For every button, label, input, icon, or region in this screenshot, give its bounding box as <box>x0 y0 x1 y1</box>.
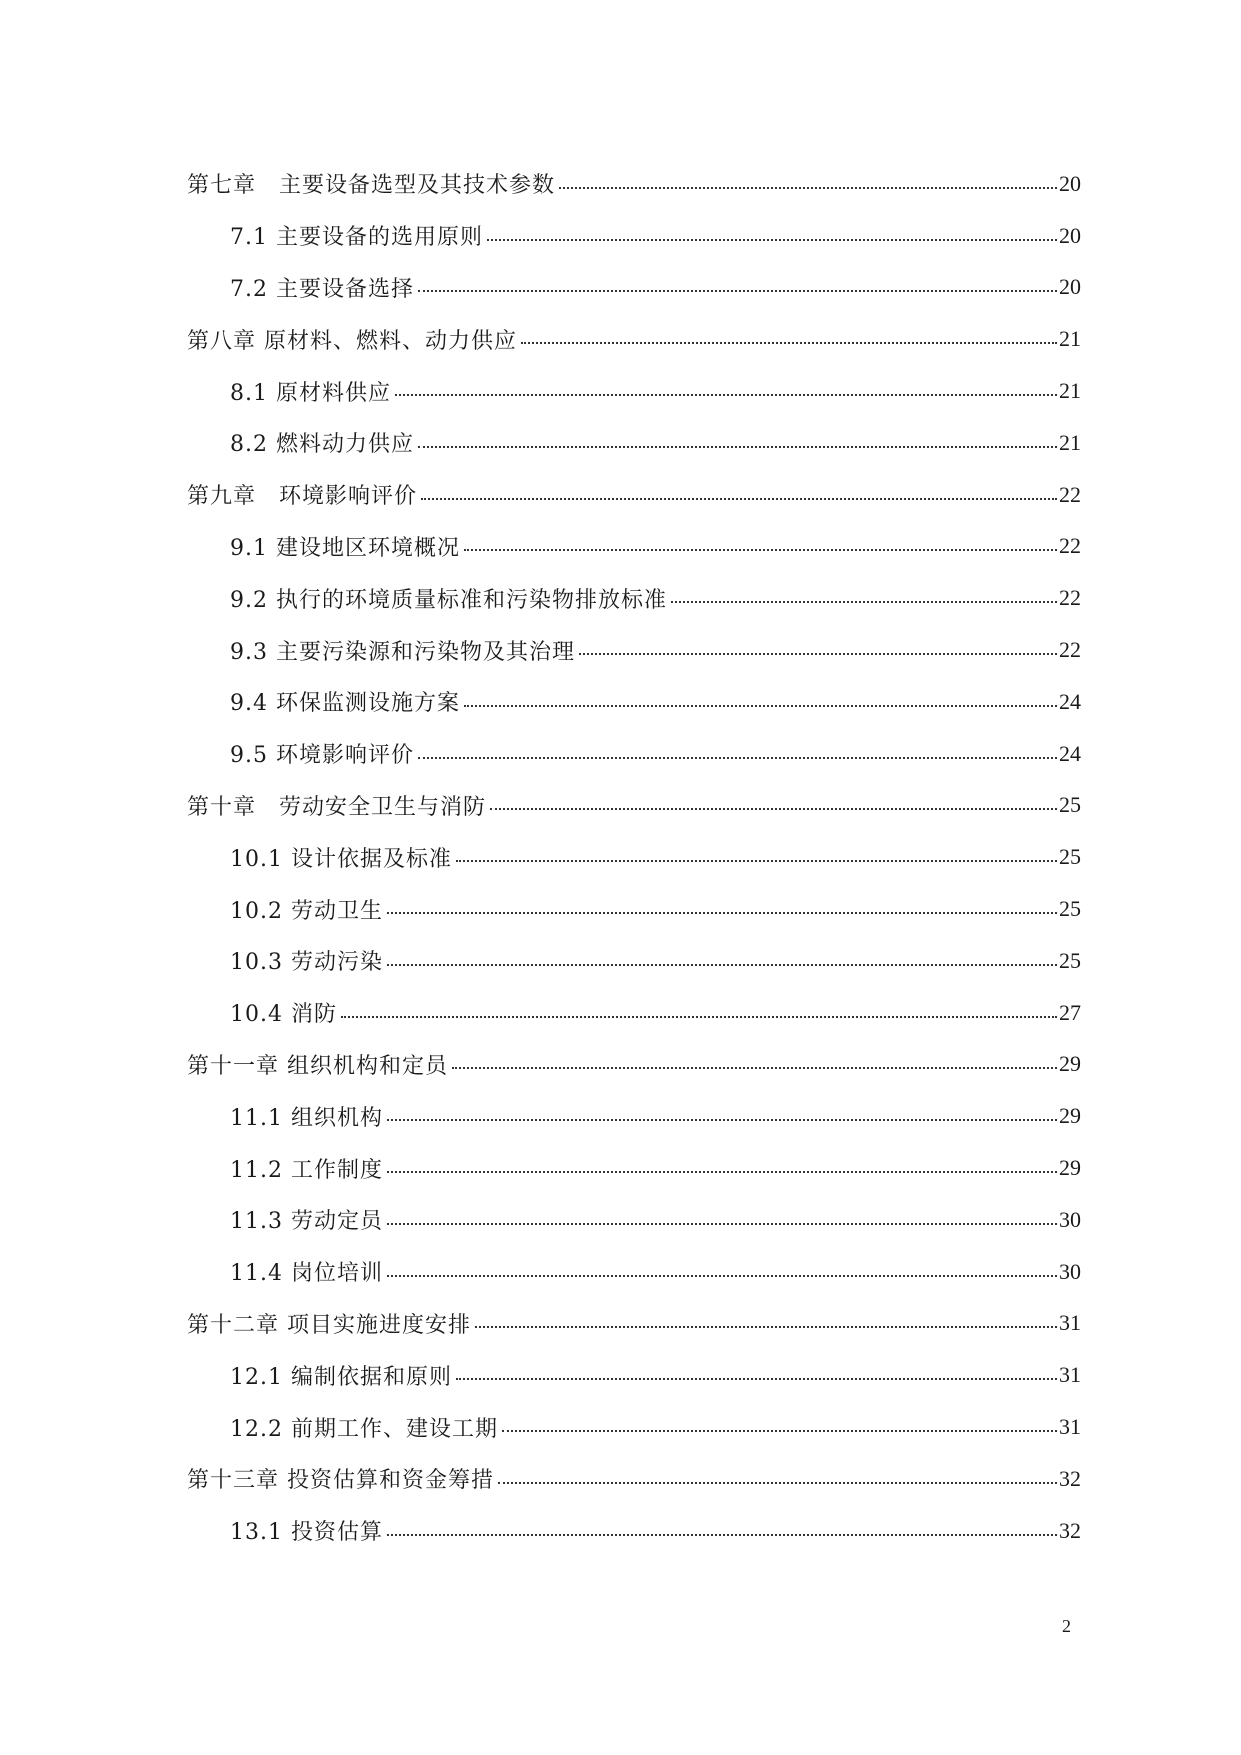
toc-entry-label: 8.1 原材料供应 <box>230 380 391 406</box>
toc-entry-label: 第八章 原材料、燃料、动力供应 <box>187 328 517 354</box>
toc-entry-page-number: 32 <box>1059 1465 1081 1491</box>
toc-entry-label: 9.5 环境影响评价 <box>230 743 414 769</box>
toc-entry-page-number: 20 <box>1059 274 1081 300</box>
toc-section-entry[interactable] <box>187 1090 1081 1142</box>
toc-dot-leader <box>475 1326 1057 1328</box>
toc-section-entry[interactable] <box>187 1349 1081 1401</box>
toc-entry-label: 9.2 执行的环境质量标准和污染物排放标准 <box>230 587 667 613</box>
toc-section-entry[interactable] <box>187 831 1081 883</box>
toc-dot-leader <box>464 705 1057 707</box>
toc-dot-leader <box>387 1534 1057 1536</box>
toc-dot-leader <box>490 808 1057 810</box>
toc-section-entry[interactable] <box>187 935 1081 987</box>
toc-section-entry[interactable] <box>187 1401 1081 1453</box>
toc-entry-label: 第十一章 组织机构和定员 <box>187 1053 448 1079</box>
toc-section-entry[interactable] <box>187 1142 1081 1194</box>
toc-entry-page-number: 31 <box>1059 1362 1081 1388</box>
toc-section-entry[interactable] <box>187 1194 1081 1246</box>
toc-entry-label: 第十三章 投资估算和资金筹措 <box>187 1468 494 1494</box>
toc-entry-page-number: 25 <box>1059 792 1081 818</box>
toc-dot-leader <box>387 912 1057 914</box>
toc-entry-label: 7.1 主要设备的选用原则 <box>230 225 483 251</box>
toc-entry-label: 第九章 环境影响评价 <box>187 484 418 510</box>
toc-dot-leader <box>464 549 1057 551</box>
toc-entry-label: 第十章 劳动安全卫生与消防 <box>187 794 487 820</box>
toc-section-entry[interactable] <box>187 1505 1081 1557</box>
toc-chapter-entry[interactable] <box>187 780 1081 832</box>
toc-dot-leader <box>498 1482 1057 1484</box>
toc-section-entry[interactable] <box>187 572 1081 624</box>
toc-section-entry[interactable] <box>187 262 1081 314</box>
toc-entry-page-number: 20 <box>1059 170 1081 196</box>
toc-entry-label: 7.2 主要设备选择 <box>230 276 414 302</box>
toc-dot-leader <box>456 860 1057 862</box>
toc-entry-page-number: 29 <box>1059 1155 1081 1181</box>
toc-dot-leader <box>387 1223 1057 1225</box>
toc-chapter-entry[interactable] <box>187 1453 1081 1505</box>
toc-entry-page-number: 21 <box>1059 429 1081 455</box>
toc-section-entry[interactable] <box>187 1246 1081 1298</box>
toc-entry-page-number: 32 <box>1059 1517 1081 1543</box>
toc-dot-leader <box>487 239 1057 241</box>
toc-dot-leader <box>579 653 1057 655</box>
toc-entry-label: 10.4 消防 <box>230 1002 337 1028</box>
toc-chapter-entry[interactable] <box>187 469 1081 521</box>
toc-dot-leader <box>387 1171 1057 1173</box>
toc-entry-page-number: 22 <box>1059 533 1081 559</box>
toc-entry-page-number: 25 <box>1059 947 1081 973</box>
toc-dot-leader <box>452 1067 1057 1069</box>
toc-entry-label: 10.2 劳动卫生 <box>230 898 383 924</box>
toc-entry-page-number: 22 <box>1059 637 1081 663</box>
toc-section-entry[interactable] <box>187 676 1081 728</box>
toc-entry-page-number: 21 <box>1059 326 1081 352</box>
toc-dot-leader <box>559 187 1057 189</box>
toc-dot-leader <box>387 1119 1057 1121</box>
toc-entry-page-number: 31 <box>1059 1310 1081 1336</box>
toc-entry-label: 第十二章 项目实施进度安排 <box>187 1312 471 1338</box>
toc-dot-leader <box>671 601 1057 603</box>
toc-entry-label: 11.4 岗位培训 <box>230 1261 383 1287</box>
toc-entry-label: 10.1 设计依据及标准 <box>230 846 452 872</box>
toc-entry-label: 11.3 劳动定员 <box>230 1209 383 1235</box>
toc-entry-label: 9.4 环保监测设施方案 <box>230 691 460 717</box>
toc-entry-page-number: 27 <box>1059 999 1081 1025</box>
toc-dot-leader <box>387 964 1057 966</box>
toc-entry-page-number: 24 <box>1059 688 1081 714</box>
toc-section-entry[interactable] <box>187 987 1081 1039</box>
toc-section-entry[interactable] <box>187 728 1081 780</box>
toc-dot-leader <box>502 1430 1057 1432</box>
toc-entry-page-number: 22 <box>1059 585 1081 611</box>
table-of-contents <box>187 158 1081 1557</box>
toc-dot-leader <box>387 1275 1057 1277</box>
toc-dot-leader <box>418 290 1057 292</box>
page-number: 2 <box>1062 1616 1071 1636</box>
toc-entry-label: 10.3 劳动污染 <box>230 950 383 976</box>
toc-entry-page-number: 21 <box>1059 378 1081 404</box>
toc-entry-label: 11.1 组织机构 <box>230 1105 383 1131</box>
toc-section-entry[interactable] <box>187 417 1081 469</box>
toc-entry-page-number: 29 <box>1059 1051 1081 1077</box>
toc-entry-page-number: 31 <box>1059 1414 1081 1440</box>
toc-entry-label: 9.3 主要污染源和污染物及其治理 <box>230 639 575 665</box>
toc-entry-label: 9.1 建设地区环境概况 <box>230 535 460 561</box>
toc-dot-leader <box>341 1016 1057 1018</box>
toc-dot-leader <box>418 757 1057 759</box>
toc-entry-label: 11.2 工作制度 <box>230 1157 383 1183</box>
toc-entry-label: 12.2 前期工作、建设工期 <box>230 1416 498 1442</box>
toc-entry-page-number: 30 <box>1059 1258 1081 1284</box>
toc-chapter-entry[interactable] <box>187 158 1081 210</box>
toc-entry-page-number: 29 <box>1059 1103 1081 1129</box>
toc-section-entry[interactable] <box>187 521 1081 573</box>
toc-dot-leader <box>418 446 1057 448</box>
toc-entry-label: 8.2 燃料动力供应 <box>230 432 414 458</box>
toc-dot-leader <box>521 342 1057 344</box>
toc-entry-page-number: 20 <box>1059 222 1081 248</box>
toc-chapter-entry[interactable] <box>187 1039 1081 1091</box>
toc-dot-leader <box>456 1378 1057 1380</box>
toc-entry-page-number: 24 <box>1059 740 1081 766</box>
toc-entry-page-number: 30 <box>1059 1206 1081 1232</box>
toc-chapter-entry[interactable] <box>187 313 1081 365</box>
toc-entry-page-number: 22 <box>1059 481 1081 507</box>
toc-section-entry[interactable] <box>187 624 1081 676</box>
toc-section-entry[interactable] <box>187 210 1081 262</box>
toc-section-entry[interactable] <box>187 883 1081 935</box>
toc-entry-label: 12.1 编制依据和原则 <box>230 1364 452 1390</box>
toc-chapter-entry[interactable] <box>187 1298 1081 1350</box>
toc-dot-leader <box>421 498 1057 500</box>
toc-entry-label: 13.1 投资估算 <box>230 1520 383 1546</box>
toc-entry-page-number: 25 <box>1059 844 1081 870</box>
toc-dot-leader <box>395 394 1057 396</box>
toc-entry-page-number: 25 <box>1059 896 1081 922</box>
toc-section-entry[interactable] <box>187 365 1081 417</box>
toc-entry-label: 第七章 主要设备选型及其技术参数 <box>187 173 556 199</box>
